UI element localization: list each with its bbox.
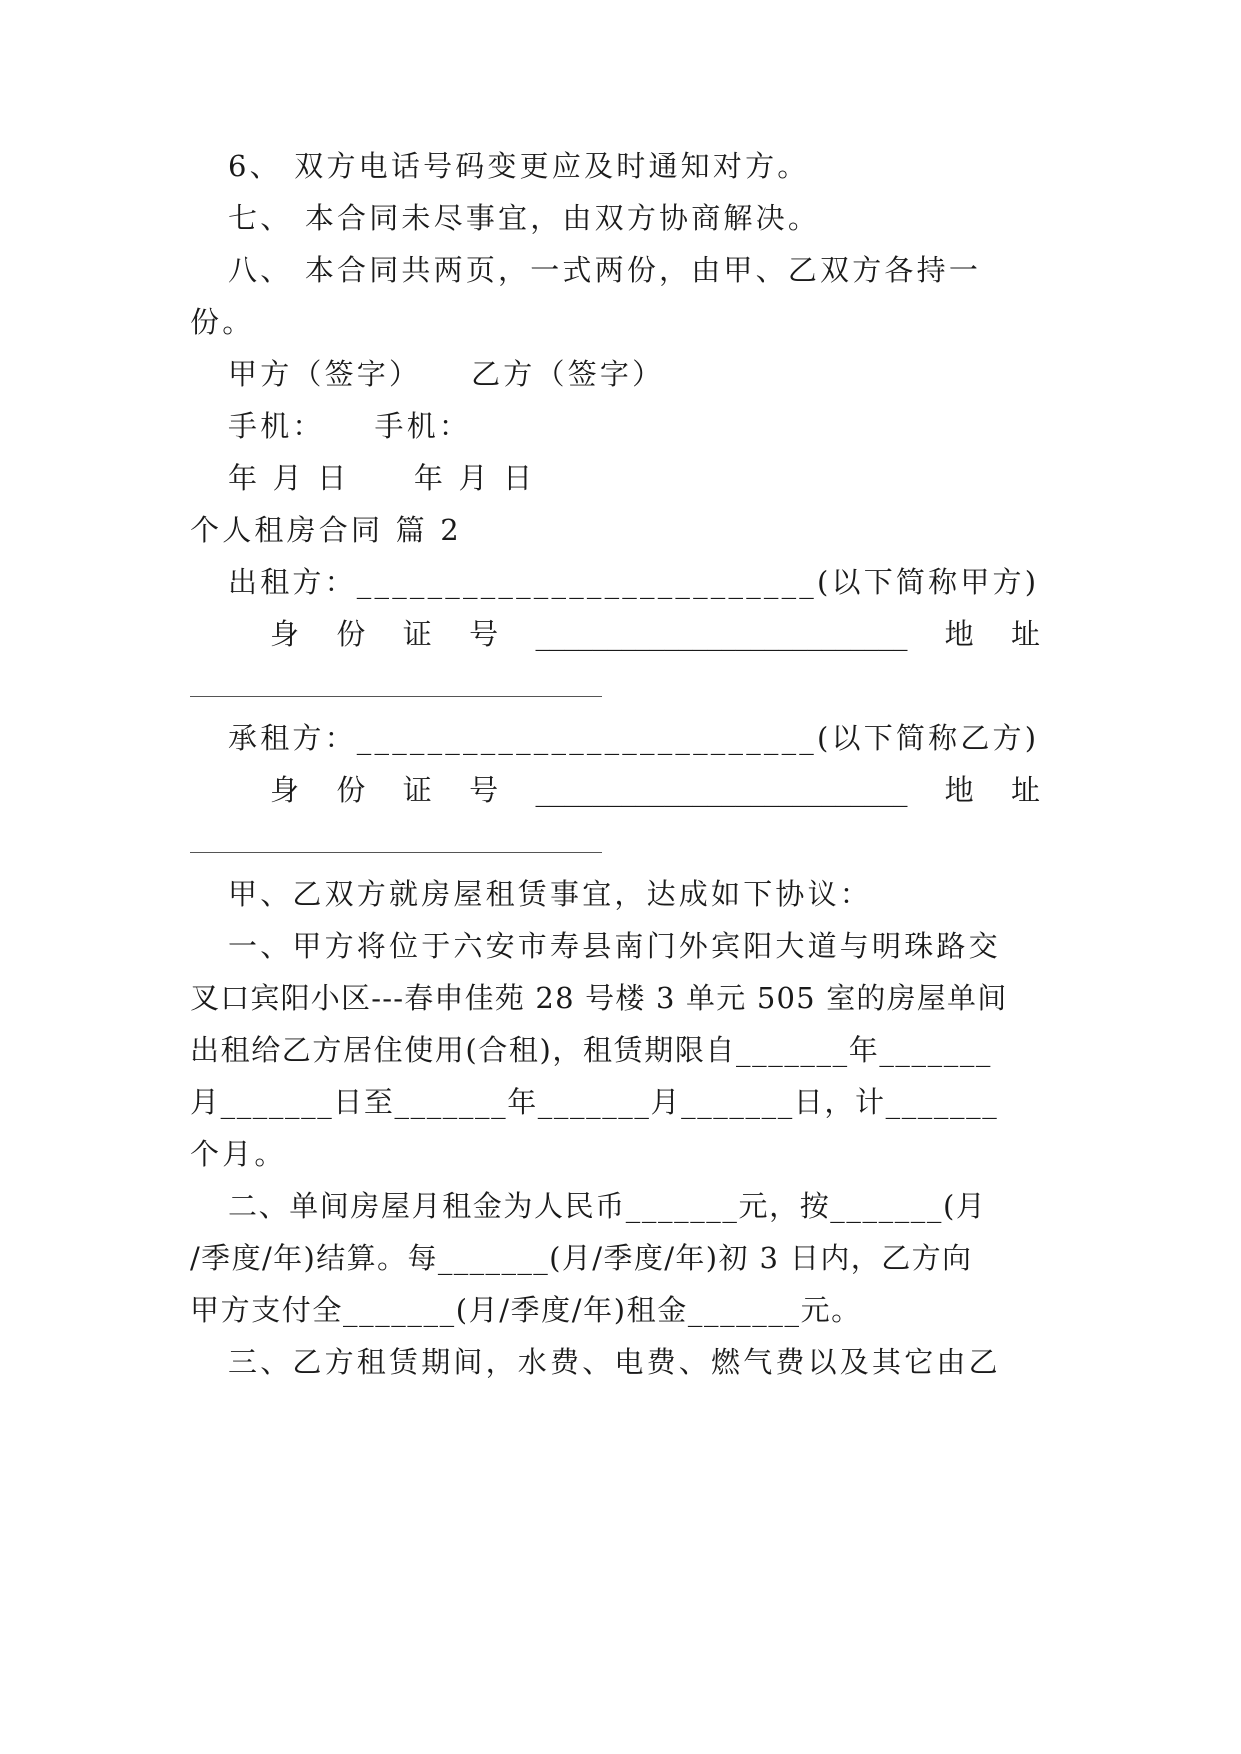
address-label-char: 址	[1010, 617, 1040, 651]
id-label-char: 身	[270, 773, 300, 807]
phone-line: 手机： 手机：	[228, 409, 472, 443]
clause-8-continued: 份。	[190, 305, 255, 339]
clause-1-line-4: 月_______日至_______年_______月_______日，计_______	[190, 1085, 999, 1119]
lessor-id-line	[190, 614, 1040, 654]
clause-6: 6、 双方电话号码变更应及时通知对方。	[228, 149, 810, 183]
clause-1-line-3: 出租给乙方居住使用(合租)，租赁期限自_______年_______	[190, 1033, 993, 1067]
id-label-char: 证	[402, 617, 432, 651]
id-label-char: 证	[402, 773, 432, 807]
id-label-char: 份	[336, 617, 366, 651]
id-label-char: 号	[469, 617, 499, 651]
id-blank: __________________________	[535, 617, 908, 651]
id-label-char: 份	[336, 773, 366, 807]
clause-8: 八、 本合同共两页，一式两份，由甲、乙双方各持一	[228, 253, 982, 287]
clause-3-line-1: 三、乙方租赁期间，水费、电费、燃气费以及其它由乙	[228, 1345, 1001, 1379]
clause-2-line-2: /季度/年)结算。每_______(月/季度/年)初 3 日内，乙方向	[190, 1241, 973, 1275]
section-heading: 个人租房合同 篇 2	[190, 513, 462, 547]
clause-2-line-1: 二、单间房屋月租金为人民币_______元，按_______(月	[228, 1189, 987, 1223]
date-line: 年 月 日 年 月 日	[228, 461, 536, 495]
clause-7: 七、 本合同未尽事宜，由双方协商解决。	[228, 201, 821, 235]
lessee-id-line	[190, 770, 1040, 810]
clause-2-line-3: 甲方支付全_______(月/季度/年)租金_______元。	[190, 1293, 862, 1327]
clause-1-line-1: 一、甲方将位于六安市寿县南门外宾阳大道与明珠路交	[228, 929, 1001, 963]
id-blank: __________________________	[535, 773, 908, 807]
address-label-char: 地	[944, 617, 974, 651]
address-label-char: 地	[944, 773, 974, 807]
clause-1-line-5: 个月。	[190, 1137, 287, 1171]
id-label-char: 身	[270, 617, 300, 651]
address-label-char: 址	[1010, 773, 1040, 807]
clause-1-line-2: 叉口宾阳小区---春申佳苑 28 号楼 3 单元 505 室的房屋单间	[190, 981, 1008, 1015]
signature-line: 甲方（签字） 乙方（签字）	[228, 357, 665, 391]
lessee-line: 承租方：__________________________(以下简称乙方)	[228, 721, 1040, 755]
id-label-char: 号	[469, 773, 499, 807]
agreement-intro: 甲、乙双方就房屋租赁事宜，达成如下协议：	[228, 877, 873, 911]
lessor-address-rule	[190, 696, 602, 697]
lessee-address-rule	[190, 852, 602, 853]
lessor-line: 出租方：__________________________(以下简称甲方)	[228, 565, 1040, 599]
